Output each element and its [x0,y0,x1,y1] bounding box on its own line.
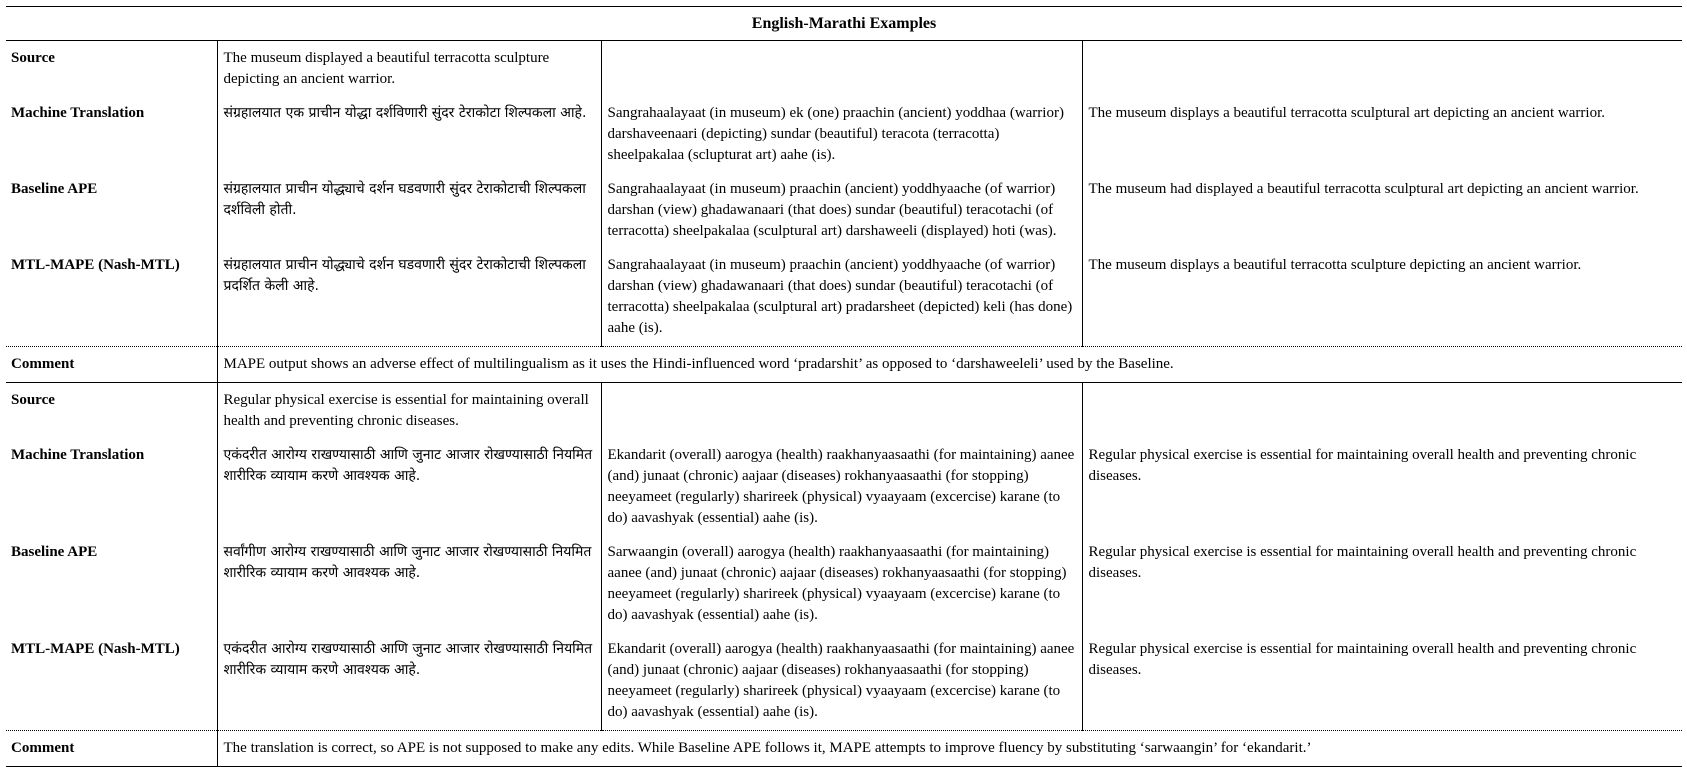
transliteration: Sangrahaalayaat (in museum) praachin (ancient) yoddhyaache (of warrior) darshan (view) ghadawanaari (that does) sundar (beautiful) teracotachi (of terracotta) sheelpakalaa (sculptural art) darshaweeli (displayed) hoti (was). [601,172,1082,248]
english-gloss: Regular physical exercise is essential for maintaining overall health and preventing chronic diseases. [1082,438,1682,535]
english-gloss [1082,383,1682,439]
table-row [6,632,1682,731]
row-label: MTL-MAPE (Nash-MTL) [11,641,180,657]
transliteration: Sarwaangin (overall) aarogya (health) raakhanyaasaathi (for maintaining) aanee (and) junaat (chronic) aajaar (diseases) rokhanyaasaathi (for stopping) neeyameet (regularly) sharireek (physical) vyaayaam (excercise) karane (to do) aavashyak (essential) aahe (is). [601,535,1082,632]
table-row [6,96,1682,172]
row-label: Machine Translation [11,447,145,463]
row-label: Baseline APE [11,181,98,197]
target-text: The museum displayed a beautiful terracotta sculpture depicting an ancient warrior. [217,41,601,97]
comment-text: MAPE output shows an adverse effect of multilingualism as it uses the Hindi-influenced word ‘pradarshit’ as opposed to ‘darshaweeleli’ used by the Baseline. [217,347,1682,383]
table-row [6,248,1682,347]
target-text: संग्रहालयात प्राचीन योद्ध्याचे दर्शन घडवणारी सुंदर टेराकोटाची शिल्पकला दर्शविली होती. [217,172,601,248]
row-label: Machine Translation [11,105,145,121]
transliteration: Ekandarit (overall) aarogya (health) raakhanyaasaathi (for maintaining) aanee (and) junaat (chronic) aajaar (diseases) rokhanyaasaathi (for stopping) neeyameet (regularly) sharireek (physical) vyaayaam (excercise) karane (to do) aavashyak (essential) aahe (is). [601,632,1082,731]
comment-label: Comment [6,347,217,383]
target-text: Regular physical exercise is essential for maintaining overall health and preventing chronic diseases. [217,383,601,439]
target-text: संग्रहालयात प्राचीन योद्ध्याचे दर्शन घडवणारी सुंदर टेराकोटाची शिल्पकला प्रदर्शित केली आहे. [217,248,601,347]
target-text: संग्रहालयात एक प्राचीन योद्धा दर्शविणारी सुंदर टेराकोटा शिल्पकला आहे. [217,96,601,172]
table-row [6,172,1682,248]
table-row [6,383,1682,439]
target-text: सर्वांगीण आरोग्य राखण्यासाठी आणि जुनाट आजार रोखण्यासाठी नियमित शारीरिक व्यायाम करणे आवश्यक आहे. [217,535,601,632]
english-gloss: The museum displays a beautiful terracotta sculptural art depicting an ancient warrior. [1082,96,1682,172]
table-row [6,41,1682,97]
row-label: Source [11,50,55,66]
english-gloss: Regular physical exercise is essential for maintaining overall health and preventing chronic diseases. [1082,632,1682,731]
target-text: एकंदरीत आरोग्य राखण्यासाठी आणि जुनाट आजार रोखण्यासाठी नियमित शारीरिक व्यायाम करणे आवश्यक आहे. [217,632,601,731]
english-gloss: Regular physical exercise is essential for maintaining overall health and preventing chronic diseases. [1082,535,1682,632]
comment-row [6,731,1682,767]
table-title: English-Marathi Examples [6,7,1682,41]
comment-row [6,347,1682,383]
row-label: Source [11,392,55,408]
transliteration: Sangrahaalayaat (in museum) praachin (ancient) yoddhyaache (of warrior) darshan (view) ghadawanaari (that does) sundar (beautiful) teracotachi (of terracotta) sheelpakalaa (sculptural art) pradarsheet (depicted) keli (has done) aahe (is). [601,248,1082,347]
english-gloss: The museum displays a beautiful terracotta sculpture depicting an ancient warrior. [1082,248,1682,347]
table-row [6,535,1682,632]
transliteration [601,383,1082,439]
examples-table [6,6,1682,767]
row-label: MTL-MAPE (Nash-MTL) [11,257,180,273]
english-gloss [1082,41,1682,97]
transliteration [601,41,1082,97]
target-text: एकंदरीत आरोग्य राखण्यासाठी आणि जुनाट आजार रोखण्यासाठी नियमित शारीरिक व्यायाम करणे आवश्यक आहे. [217,438,601,535]
table-row [6,438,1682,535]
comment-label: Comment [6,731,217,767]
transliteration: Sangrahaalayaat (in museum) ek (one) praachin (ancient) yoddhaa (warrior) darshaveenaari (depicting) sundar (beautiful) teracota (terracotta) sheelpakalaa (sclupturat art) aahe (is). [601,96,1082,172]
comment-text: The translation is correct, so APE is not supposed to make any edits. While Baseline APE follows it, MAPE attempts to improve fluency by substituting ‘sarwaangin’ for ‘ekandarit.’ [217,731,1682,767]
row-label: Baseline APE [11,544,98,560]
english-gloss: The museum had displayed a beautiful terracotta sculptural art depicting an ancient warrior. [1082,172,1682,248]
transliteration: Ekandarit (overall) aarogya (health) raakhanyaasaathi (for maintaining) aanee (and) junaat (chronic) aajaar (diseases) rokhanyaasaathi (for stopping) neeyameet (regularly) sharireek (physical) vyaayaam (excercise) karane (to do) aavashyak (essential) aahe (is). [601,438,1082,535]
